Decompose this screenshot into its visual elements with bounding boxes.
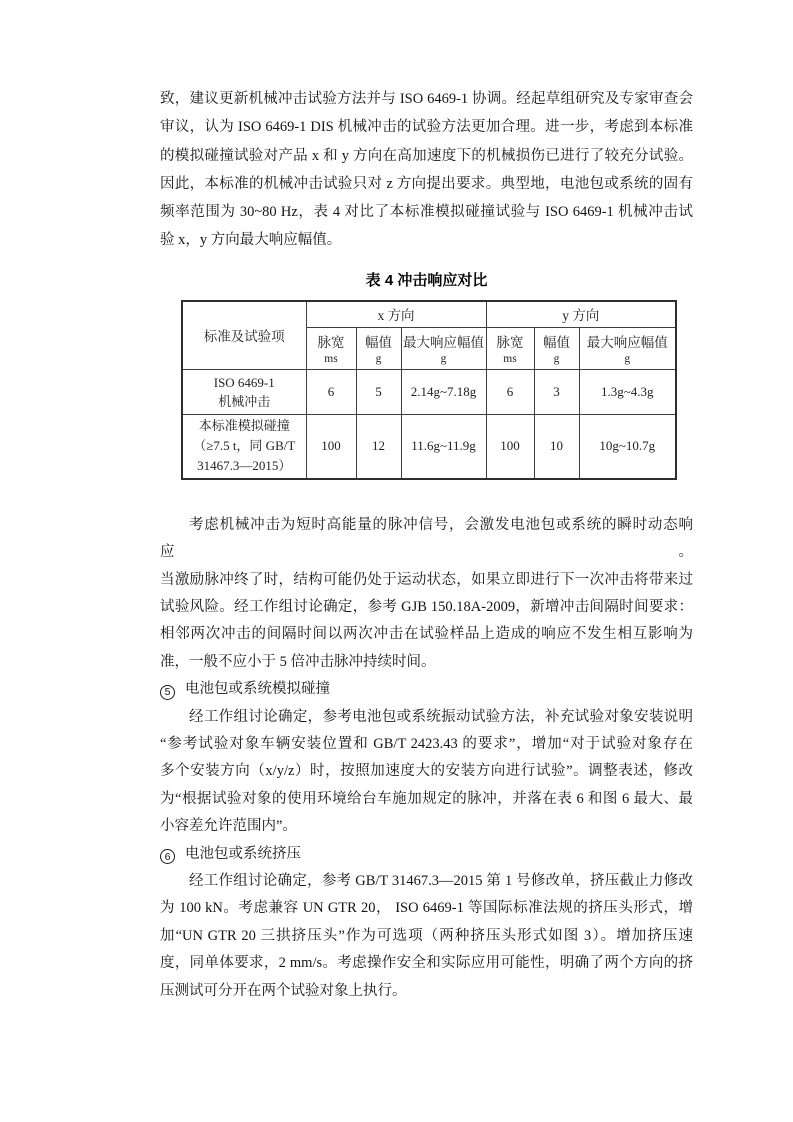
text-line: 试验风险。经工作组讨论确定，参考 GJB 150.18A-2009，新增冲击间隔时间要求：	[160, 599, 693, 615]
header-cell-axis-group: y 方向	[486, 301, 676, 328]
header-cell-axis-group: x 方向	[306, 301, 486, 328]
table-header-row-groups	[182, 301, 676, 328]
paragraph-shock-intro	[160, 85, 693, 255]
table-row	[182, 369, 676, 414]
table-cell: 100	[306, 414, 356, 479]
row-item-line: （≥7.5 t，同 GB/T	[193, 438, 296, 454]
paragraph-simulated-collision	[160, 704, 693, 841]
header-cell-subcol	[306, 327, 356, 369]
paragraph-shock-interval	[160, 512, 693, 676]
subcol-unit: ms	[503, 352, 517, 365]
circled-number-6-icon: 6	[160, 849, 175, 864]
header-cell-subcol	[534, 327, 579, 369]
header-cell-subcol	[356, 327, 401, 369]
table-cell: 1.3g~4.3g	[579, 369, 676, 414]
row-item-line: 机械冲击	[218, 393, 271, 409]
text-line: “参考试验对象车辆安装位置和 GB/T 2423.43 的要求”，增加“对于试验对象存在	[160, 736, 693, 753]
text-line: 当激励脉冲终了时，结构可能仍处于运动状态，如果立即进行下一次冲击将带来过	[160, 571, 693, 588]
shock-response-comparison-table	[181, 300, 677, 480]
header-cell-subcol	[401, 327, 486, 369]
text-line: 准，一般不应小于 5 倍冲击脉冲持续时间。	[160, 653, 436, 670]
subcol-unit: g	[375, 352, 382, 365]
row-item-line: 31467.3—2015）	[197, 458, 292, 474]
header-cell-subcol	[579, 327, 676, 369]
table-cell: 5	[356, 369, 401, 414]
text-line: 小容差允许范围内”。	[160, 818, 297, 835]
text-line: 经工作组讨论确定，参考电池包或系统振动试验方法，补充试验对象安装说明	[189, 708, 693, 725]
text-line: 度，同单体要求，2 mm/s。考虑操作安全和实际应用可能性，明确了两个方向的挤	[160, 955, 693, 972]
text-line: 致，建议更新机械冲击试验方法并与 ISO 6469-1 协调。经起草组研究及专家审查会	[160, 91, 693, 107]
subcol-label: 最大响应幅值	[586, 334, 668, 350]
text-line: 审议，认为 ISO 6469-1 DIS 机械冲击的试验方法更加合理。进一步，考虑到本标准	[160, 119, 693, 136]
subcol-label: 最大响应幅值	[403, 334, 484, 350]
subcol-label: 脉宽	[317, 334, 345, 350]
text-line: 相邻两次冲击的间隔时间以两次冲击在试验样品上造成的响应不发生相互影响为	[160, 626, 693, 643]
table-cell: 10g~10.7g	[579, 414, 676, 479]
text-line: 加“UN GTR 20 三拱挤压头”作为可选项（两种挤压头形式如图 3）。增加挤压速	[160, 927, 693, 944]
text-block	[160, 0, 693, 1005]
circled-number-5-icon: 5	[160, 685, 175, 700]
subcol-unit: ms	[324, 352, 338, 365]
list-item-5-label: 电池包或系统模拟碰撞	[185, 681, 330, 698]
table-cell: 3	[534, 369, 579, 414]
row-item-line: 本标准模拟碰撞	[198, 418, 290, 434]
text-line: 多个安装方向（x/y/z）时，按照加速度大的安装方向进行试验”。调整表述，修改	[160, 763, 693, 780]
paragraph-crush	[160, 868, 693, 1005]
table-cell: 10	[534, 414, 579, 479]
table-cell: 12	[356, 414, 401, 479]
table-caption: 表 4 冲击响应对比	[365, 271, 488, 289]
subcol-unit: g	[553, 352, 560, 365]
list-item-6-label: 电池包或系统挤压	[185, 845, 301, 862]
table-cell: 6	[486, 369, 534, 414]
row-item-cell	[182, 414, 306, 479]
table-cell: 11.6g~11.9g	[401, 414, 486, 479]
text-line: 频率范围为 30~80 Hz，表 4 对比了本标准模拟碰撞试验与 ISO 6469-1 机械冲击试	[160, 204, 693, 221]
header-cell-item: 标准及试验项	[182, 301, 306, 370]
subcol-label: 脉宽	[496, 334, 524, 350]
text-line: 经工作组讨论确定，参考 GB/T 31467.3—2015 第 1 号修改单，挤压截止力修改	[189, 873, 693, 890]
table-row	[182, 414, 676, 479]
text-line: 为 100 kN。考虑兼容 UN GTR 20， ISO 6469-1 等国际标准法规的挤压头形式，增	[160, 900, 693, 917]
text-line: 因此，本标准的机械冲击试验只对 z 方向提出要求。典型地，电池包或系统的固有	[160, 175, 693, 192]
row-item-line: ISO 6469-1	[213, 374, 275, 390]
subcol-unit: g	[440, 352, 447, 365]
table-cell: 6	[306, 369, 356, 414]
text-line: 验 x，y 方向最大响应幅值。	[160, 232, 342, 249]
list-item-6-heading	[160, 841, 693, 868]
subcol-label: 幅值	[543, 334, 571, 350]
subcol-unit: g	[624, 352, 631, 365]
text-line: 压测试可分开在两个试验对象上执行。	[160, 982, 407, 999]
row-item-cell	[182, 369, 306, 414]
header-cell-subcol	[486, 327, 534, 369]
text-line: 为“根据试验对象的使用环境给台车施加规定的脉冲，并落在表 6 和图 6 最大、最	[160, 790, 693, 807]
table-cell: 100	[486, 414, 534, 479]
subcol-label: 幅值	[365, 334, 392, 350]
text-line: 的模拟碰撞试验对产品 x 和 y 方向在高加速度下的机械损伤已进行了较充分试验。	[160, 147, 693, 164]
text-line: 考虑机械冲击为短时高能量的脉冲信号，会激发电池包或系统的瞬时动态响应。	[160, 516, 693, 561]
list-item-5-heading	[160, 676, 693, 703]
table-cell: 2.14g~7.18g	[401, 369, 486, 414]
